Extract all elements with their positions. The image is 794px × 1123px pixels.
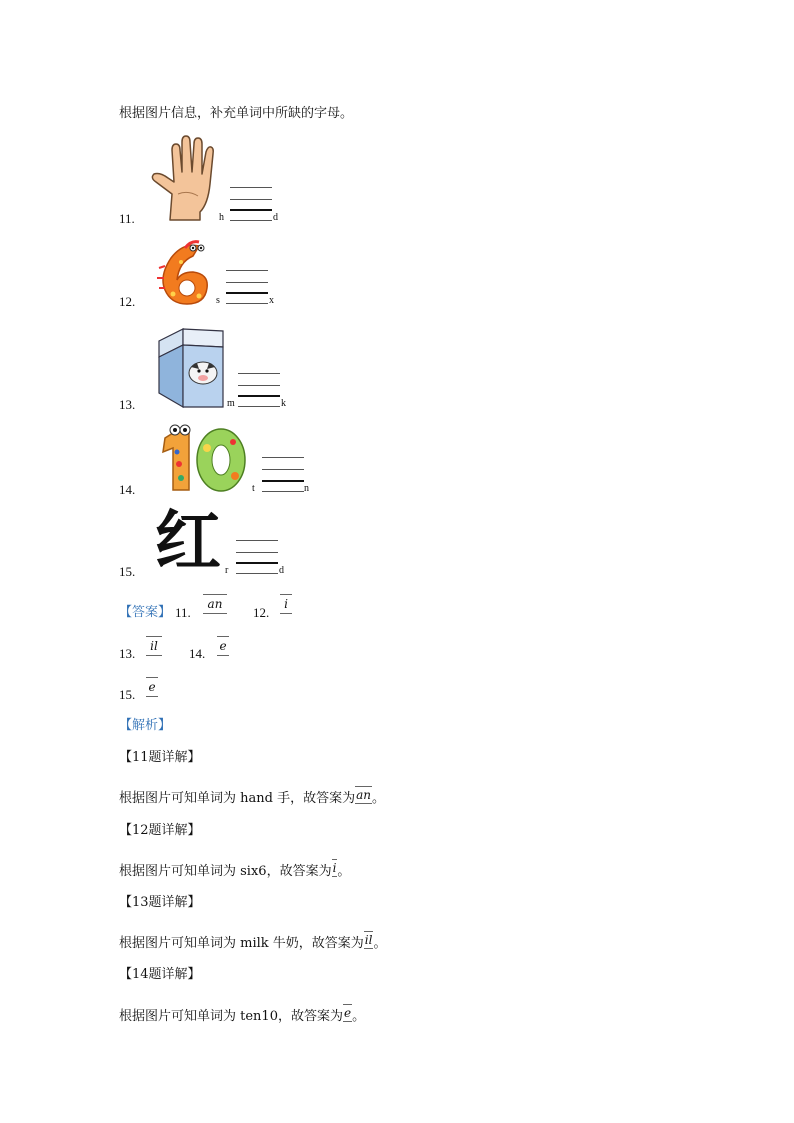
answer-number: 12. [253, 605, 270, 620]
word-last-letter: d [279, 565, 284, 576]
six-image [155, 238, 215, 308]
hand-image [148, 134, 220, 222]
section-answer-value: il [364, 933, 373, 947]
answer-number: 15. [119, 687, 136, 702]
question-number: 13. [119, 397, 136, 412]
section-text: 根据图片可知单词为 milk 牛奶，故答案为 [119, 936, 364, 951]
section-answer-value: e [343, 1006, 352, 1020]
word-last-letter: k [281, 398, 286, 409]
section-title: 【13题详解】 [119, 895, 201, 910]
answer-blank-14[interactable] [262, 470, 304, 490]
instruction-text: 根据图片信息，补充单词中所缺的字母。 [119, 106, 354, 121]
word-last-letter: x [269, 295, 274, 306]
answer-number: 11. [175, 605, 191, 620]
answer-value: an [207, 597, 223, 611]
section-title: 【11题详解】 [119, 750, 201, 765]
answer-value: il [150, 639, 158, 653]
answer-number: 13. [119, 646, 136, 661]
answer-value: e [148, 680, 156, 694]
answer-number: 14. [189, 646, 206, 661]
analysis-label: 【解析】 [119, 718, 172, 733]
section-end: 。 [373, 936, 387, 951]
answer-blank-15[interactable] [236, 553, 278, 573]
word-first-letter: t [252, 483, 255, 494]
question-number: 14. [119, 482, 136, 497]
word-first-letter: s [216, 295, 220, 306]
answer-value: i [284, 597, 288, 611]
section-end: 。 [371, 791, 385, 806]
answer-value: e [219, 639, 227, 653]
section-answer-value: i [332, 861, 337, 875]
question-number: 15. [119, 564, 136, 579]
answer-label: 【答案】 [119, 605, 172, 620]
section-text: 根据图片可知单词为 six6，故答案为 [119, 864, 332, 879]
word-first-letter: m [227, 398, 235, 409]
word-first-letter: h [219, 212, 224, 223]
word-last-letter: d [273, 212, 278, 223]
section-title: 【12题详解】 [119, 823, 201, 838]
question-number: 12. [119, 294, 136, 309]
word-first-letter: r [225, 565, 229, 576]
section-answer-value: an [356, 788, 371, 802]
answer-blank-12[interactable] [226, 283, 268, 303]
ten-image [155, 424, 251, 494]
question-number: 11. [119, 211, 135, 226]
section-title: 【14题详解】 [119, 967, 201, 982]
section-end: 。 [337, 864, 351, 879]
answer-blank-11[interactable] [230, 200, 272, 220]
section-end: 。 [352, 1009, 366, 1024]
word-last-letter: n [304, 483, 309, 494]
milk-carton-image [157, 323, 227, 409]
answer-blank-13[interactable] [238, 386, 280, 406]
section-text: 根据图片可知单词为 hand 手，故答案为 [119, 791, 356, 806]
section-text: 根据图片可知单词为 ten10，故答案为 [119, 1009, 343, 1024]
red-character: 红 [155, 503, 221, 580]
